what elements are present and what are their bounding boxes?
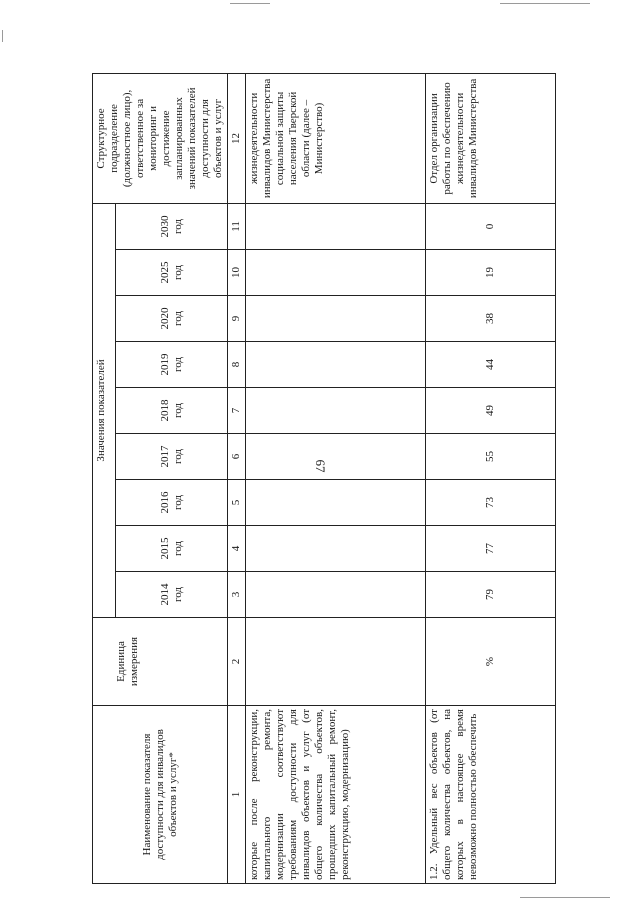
- col-number: 5: [228, 480, 246, 526]
- row2-value: 73: [426, 480, 556, 526]
- row2-responsible: Отдел организации работы по обеспечению жизнедеятельности инвалидов Министерства: [426, 73, 556, 203]
- col-number: 4: [228, 526, 246, 572]
- scan-mark-bottom-right: [520, 897, 610, 898]
- header-values-group: Значения показателей: [93, 203, 116, 617]
- row2-value: 0: [426, 203, 556, 249]
- table-row: [426, 73, 556, 883]
- header-indicator-name: Наименование показателя доступности для инвалидов объектов и услуг*: [93, 706, 228, 884]
- scan-mark-top-right: [500, 3, 590, 4]
- row1-value: [246, 480, 426, 526]
- row1-value: [246, 342, 426, 388]
- col-number: 1: [228, 706, 246, 884]
- row1-value: [246, 572, 426, 618]
- header-year: 2016 год: [116, 480, 228, 526]
- page-number: 67: [313, 459, 328, 473]
- row2-value: 19: [426, 250, 556, 296]
- row2-value: 38: [426, 296, 556, 342]
- header-year: 2014 год: [116, 572, 228, 618]
- header-year: 2025 год: [116, 250, 228, 296]
- row1-value: [246, 296, 426, 342]
- rotated-page: [92, 74, 517, 884]
- table-wrapper: [92, 74, 517, 884]
- col-number: 2: [228, 618, 246, 706]
- row1-indicator-name: которые после реконструкции, капитального ремонта, модернизации соответствуют требованиям доступности для инвалидов объектов и услуг (от общего количества объектов, прошедших капитальный ремонт, реконструкцию, модернизацию): [246, 706, 426, 884]
- header-year: 2030 год: [116, 203, 228, 249]
- col-number: 10: [228, 250, 246, 296]
- scan-mark-top-left: [2, 30, 3, 42]
- header-year: 2020 год: [116, 296, 228, 342]
- col-number: 3: [228, 572, 246, 618]
- row2-unit: %: [426, 618, 556, 706]
- col-number: 12: [228, 73, 246, 203]
- row1-value: [246, 203, 426, 249]
- header-year: 2018 год: [116, 388, 228, 434]
- header-responsible: Структурное подразделение (должностное лицо), ответственное за мониторинг и достижение запланированных значений показателей доступности для объектов и услуг: [93, 73, 228, 203]
- header-year: 2017 год: [116, 434, 228, 480]
- accessibility-indicators-table: [92, 73, 556, 884]
- col-number: 11: [228, 203, 246, 249]
- col-number: 9: [228, 296, 246, 342]
- header-unit: Единица измерения: [93, 618, 228, 706]
- row2-value: 44: [426, 342, 556, 388]
- scan-mark-top: [230, 3, 270, 4]
- header-year: 2015 год: [116, 526, 228, 572]
- col-number: 7: [228, 388, 246, 434]
- row2-indicator-name: 1.2. Удельный вес объектов (от общего количества объектов, на которых в настоящее время невозможно полностью обеспечить: [426, 706, 556, 884]
- col-number: 6: [228, 434, 246, 480]
- row1-value: [246, 388, 426, 434]
- row2-value: 79: [426, 572, 556, 618]
- row1-value: [246, 250, 426, 296]
- row2-value: 77: [426, 526, 556, 572]
- row1-unit: [246, 618, 426, 706]
- table-row: [246, 73, 426, 883]
- header-year: 2019 год: [116, 342, 228, 388]
- row1-value: [246, 434, 426, 480]
- row1-value: [246, 526, 426, 572]
- col-number: 8: [228, 342, 246, 388]
- row1-responsible: жизнедеятельности инвалидов Министерства социальной защиты населения Тверской области (далее – Министерство): [246, 73, 426, 203]
- row2-value: 49: [426, 388, 556, 434]
- row2-value: 55: [426, 434, 556, 480]
